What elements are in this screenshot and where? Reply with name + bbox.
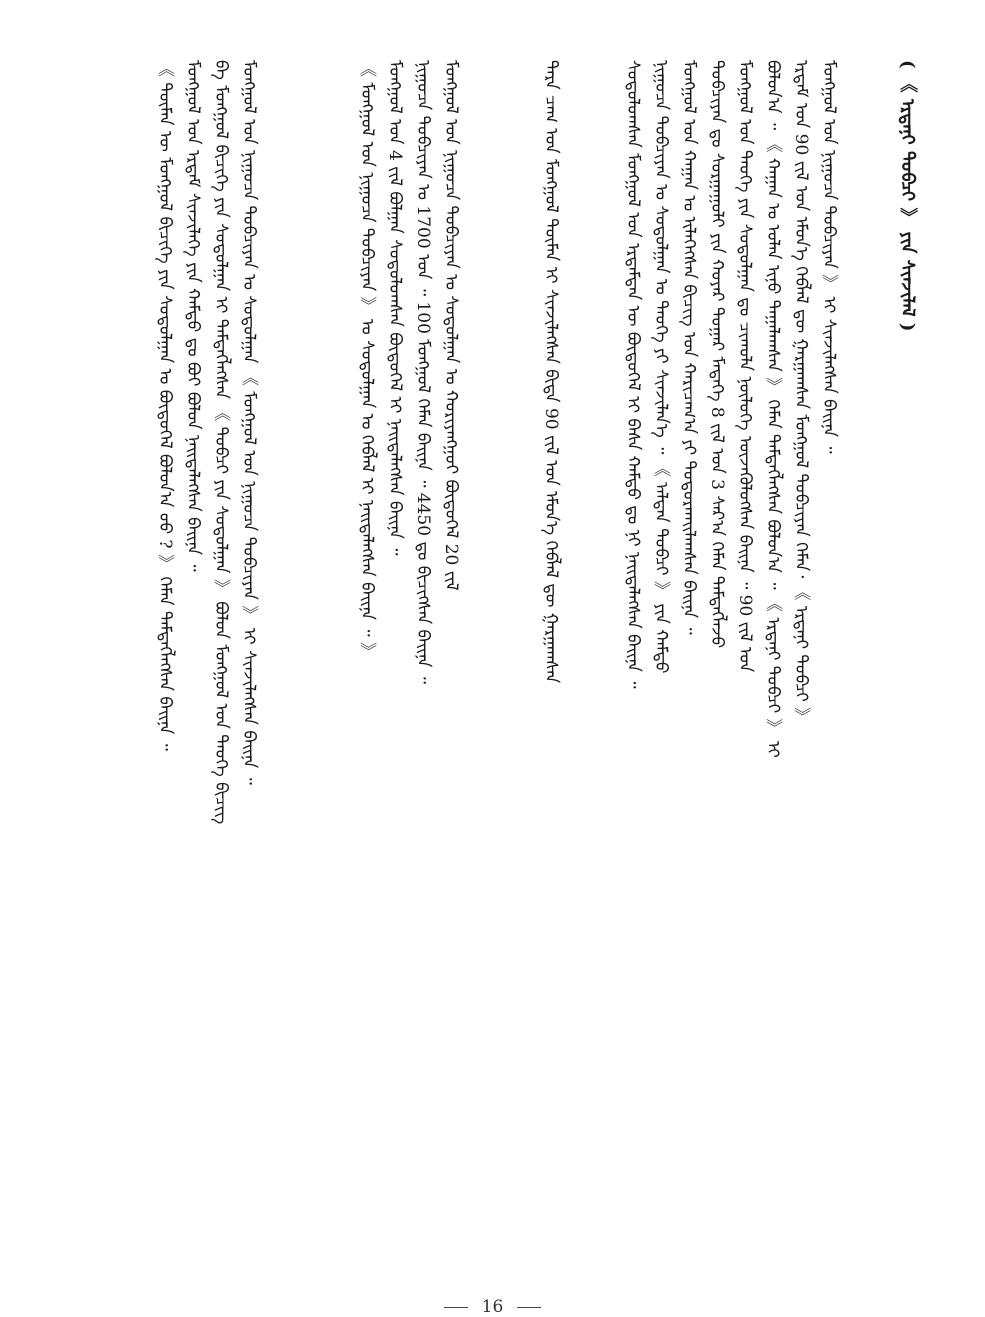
text-column: ᠮᠣᠩᠭᠣᠯ ᠤᠨ ᠨᠢᠭᠤᠴᠠ ᠲᠣᠪᠴᠢᠶᠠᠨ ᠤ ᠰᠤᠳᠤᠯᠭᠠᠨ ᠤ ᠬᠣᠷᠢᠶᠠᠩᠭᠤᠢ ᠪᠦᠲᠦᠭᠡᠯ 20 ᠵᠢᠯ	[441, 60, 461, 591]
text-column: ᠲᠣᠪᠴᠢᠶᠠᠨ ᠳᠤ ᠰᠤᠷᠭᠠᠭᠤᠯᠢ ᠶᠢᠨ ᠬᠣᠶᠠᠷ ᠳᠤᠭᠠᠷ ᠮᠡᠳᠡᠭᠡ 8 ᠵᠢᠯ ᠤᠨ 3 ᠰᠠᠷ᠎ᠠ ᠬᠡᠮᠡᠨ ᠲᠡᠮᠳᠡᠭᠯᠡᠵᠦ	[707, 60, 727, 649]
text-column: 《 ᠮᠣᠩᠭᠣᠯ ᠤᠨ ᠨᠢᠭᠤᠴᠠ ᠲᠣᠪᠴᠢᠶᠠᠨ 》 ᠤ ᠰᠤᠳᠤᠯᠭᠠᠨ ᠤ ᠬᠡᠪᠯᠡᠯ ᠢ ᠨᠡᠢᠲᠡᠯᠡᠭᠰᠡᠨ ᠪᠠᠢᠨᠠ ᠃ 》	[357, 60, 377, 659]
text-column: ᠮᠣᠩᠭᠣᠯ ᠤᠨ ᠬᠠᠭᠠᠨ ᠤ ᠢᠯᠡᠭᠡᠭᠰᠡᠨ ᠪᠢᠴᠢᠭ ᠤᠨ ᠬᠠᠷᠢᠴᠠᠭ᠎ᠠ ᠶᠢ ᠲᠣᠳᠣᠷᠬᠠᠢᠯᠠᠭᠰᠠᠨ ᠪᠠᠢᠨᠠ ᠃	[679, 60, 699, 635]
text-column: ᠮᠣᠩᠭᠣᠯ ᠤᠨ ᠲᠡᠦᠬᠡ ᠶᠢᠨ ᠰᠤᠳᠤᠯᠭᠠᠨ ᠳᠤ ᠴᠢᠬᠤᠯᠠ ᠨᠥᠯᠦᠭᠡ ᠦᠵᠡᠭᠦᠯᠦᠭᠰᠡᠨ ᠪᠠᠢᠨᠠ ᠃ 90 ᠵᠢᠯ ᠤᠨ	[735, 60, 755, 673]
text-column: ᠲᠡᠷᠡ ᠴᠠᠭ ᠤᠨ ᠮᠣᠩᠭᠣᠯ ᠲᠦᠮᠡᠨ ᠢ ᠰᠢᠨᠵᠢᠯᠡᠭᠰᠡᠨ ᠪᠢᠳᠡ 90 ᠵᠢᠯ ᠤᠨ ᠡᠮᠦᠨ᠎ᠡ ᠬᠡᠪᠯᠡᠯ ᠳᠦ ᠭᠠᠷᠭᠠᠭᠰᠠᠨ	[541, 60, 561, 684]
text-column: ᠮᠣᠩᠭᠣᠯ ᠤᠨ ᠨᠢᠭᠤᠴᠠ ᠲᠣᠪᠴᠢᠶᠠᠨ 》 ᠢ ᠰᠢᠨᠵᠢᠯᠡᠭᠰᠡᠨ ᠪᠠᠢᠨᠠ ᠃	[819, 60, 839, 454]
text-column: ᠨᠢᠭᠤᠴᠠ ᠲᠣᠪᠴᠢᠶᠠᠨ ᠤ 1700 ᠣᠨ ᠃ 100 ᠮᠣᠩᠭᠣᠯ ᠬᠡᠮᠡᠨ ᠪᠠᠢᠨᠠ ᠃ 4450 ᠳᠤ ᠪᠢᠴᠢᠭᠰᠡᠨ ᠪᠠᠢᠨᠠ ᠃	[413, 60, 433, 684]
footer-dash-left	[444, 1307, 468, 1308]
text-column: ᠰᠤᠳᠤᠯᠤᠭᠰᠠᠨ ᠮᠣᠩᠭᠣᠯ ᠤᠨ ᠡᠷᠳᠡᠮᠲᠡᠨ ᠦ ᠪᠦᠲᠦᠭᠡᠯ ᠢ ᠪᠠᠰᠠ ᠬᠠᠮᠲᠤ ᠳᠤ ᠨᠢ ᠨᠡᠢᠲᠡᠯᠡᠭᠰᠡᠨ ᠪᠠᠢᠨᠠ ᠃	[623, 60, 643, 689]
page-number-footer	[0, 1297, 985, 1317]
text-column: ᠮᠣᠩᠭᠣᠯ ᠤᠨ ᠡᠷᠳᠡᠮ ᠰᠢᠨᠵᠢᠯᠡᠭᠡ ᠶᠢᠨ ᠬᠠᠮᠲᠤ ᠳᠤ ᠪᠤᠢ ᠪᠣᠯᠤᠨ ᠨᠡᠢᠲᠡᠯᠡᠭᠰᠡᠨ ᠪᠠᠢᠨᠠ ᠃	[183, 60, 203, 572]
text-column: ᠨᠢᠭᠤᠴᠠ ᠲᠣᠪᠴᠢᠶᠠᠨ ᠤ ᠰᠤᠳᠤᠯᠭᠠᠨ ᠤ ᠲᠡᠦᠬᠡ ᠶᠢ ᠰᠢᠨᠵᠢᠯᠡᠨ᠎ᠡ ᠃ 《 ᠠᠯᠲᠠᠨ ᠲᠣᠪᠴᠢ 》 ᠶᠢᠨ ᠬᠠᠮᠲᠤ	[651, 60, 671, 674]
text-column: ᠪᠣᠯᠣᠨ᠎ᠠ ᠃ 《 ᠬᠠᠭᠠᠨ ᠤ ᠣᠯᠠᠨ ᠢᠨᠤ ᠲᠠᠭᠠᠯᠠᠭᠰᠠᠨ 》 ᠬᠡᠮᠡᠨ ᠲᠡᠮᠳᠡᠭᠯᠡᠭᠰᠡᠨ ᠪᠣᠯᠤᠨ᠎ᠠ ᠃ 《 ᠡᠷᠳᠡᠨᠢ ᠲᠣᠪᠴᠢ 》 ᠢ	[763, 60, 783, 758]
section-heading: ( 《 ᠡᠷᠳᠡᠨᠢ ᠲᠣᠪᠴᠢ 》 ᠶᠢᠨ ᠰᠢᠨᠵᠢᠯᠡᠯ )	[897, 60, 918, 332]
text-column: ᠪᠡ ᠮᠣᠩᠭᠣᠯ ᠪᠢᠴᠢᠭᠡ ᠶᠢᠨ ᠰᠤᠳᠤᠯᠭᠠᠨ ᠢ ᠲᠡᠮᠳᠡᠭᠯᠡᠭᠰᠡᠨ 《 ᠲᠣᠪᠴᠢ ᠶᠢᠨ ᠰᠤᠳᠤᠯᠭᠠᠨ 》 ᠪᠣᠯᠤᠨ ᠮᠣᠩᠭᠣᠯ ᠤᠨ ᠲᠡᠦᠬᠡ ᠪᠢᠴᠢᠭ	[211, 60, 231, 825]
footer-dash-right	[517, 1307, 541, 1308]
text-column: ᠮᠣᠩᠭᠣᠯ ᠤᠨ 4 ᠵᠢᠯ ᠪᠣᠯᠭᠠᠨ ᠰᠤᠳᠤᠯᠤᠭᠰᠠᠨ ᠪᠦᠲᠦᠭᠡᠯ ᠢ ᠨᠡᠢᠲᠡᠯᠡᠭᠰᠡᠨ ᠪᠠᠢᠨᠠ ᠃	[385, 60, 405, 556]
text-column: ᠮᠣᠩᠭᠣᠯ ᠤᠨ ᠨᠢᠭᠤᠴᠠ ᠲᠣᠪᠴᠢᠶᠠᠨ ᠤ ᠰᠤᠳᠤᠯᠭᠠᠨ 《 ᠮᠣᠩᠭᠣᠯ ᠤᠨ ᠨᠢᠭᠤᠴᠠ ᠲᠣᠪᠴᠢᠶᠠᠨ 》 ᠢ ᠰᠢᠨᠵᠢᠯᠡᠭᠰᠡᠨ ᠪᠠᠢᠨᠠ ᠃	[239, 60, 259, 785]
text-column: 《 ᠲᠦᠮᠡᠨ ᠦ ᠮᠣᠩᠭᠣᠯ ᠪᠢᠴᠢᠭᠡ ᠶᠢᠨ ᠰᠤᠳᠤᠯᠭᠠᠨ ᠤ ᠪᠦᠲᠦᠭᠡᠯ ᠪᠣᠯᠤᠨ᠎ᠠ ᠤᠤ ? 》 ᠬᠡᠮᠡᠨ ᠲᠡᠮᠳᠡᠭᠯᠡᠭᠰᠡᠨ ᠪᠠᠢᠨᠠ ᠃	[155, 60, 175, 751]
page-number: 16	[481, 1297, 504, 1317]
text-column: ᠡᠷᠳᠡᠮ ᠤᠨ 90 ᠵᠢᠯ ᠤᠨ ᠡᠮᠦᠨ᠎ᠡ ᠬᠡᠪᠯᠡᠯ ᠳᠦ ᠭᠠᠷᠭᠠᠭᠰᠠᠨ ᠮᠣᠩᠭᠣᠯ ᠲᠣᠪᠴᠢᠶᠠᠨ ᠬᠡᠮᠡᠨ᠂ 《 ᠡᠷᠳᠡᠨᠢ ᠲᠣᠪᠴᠢ 》	[791, 60, 811, 725]
